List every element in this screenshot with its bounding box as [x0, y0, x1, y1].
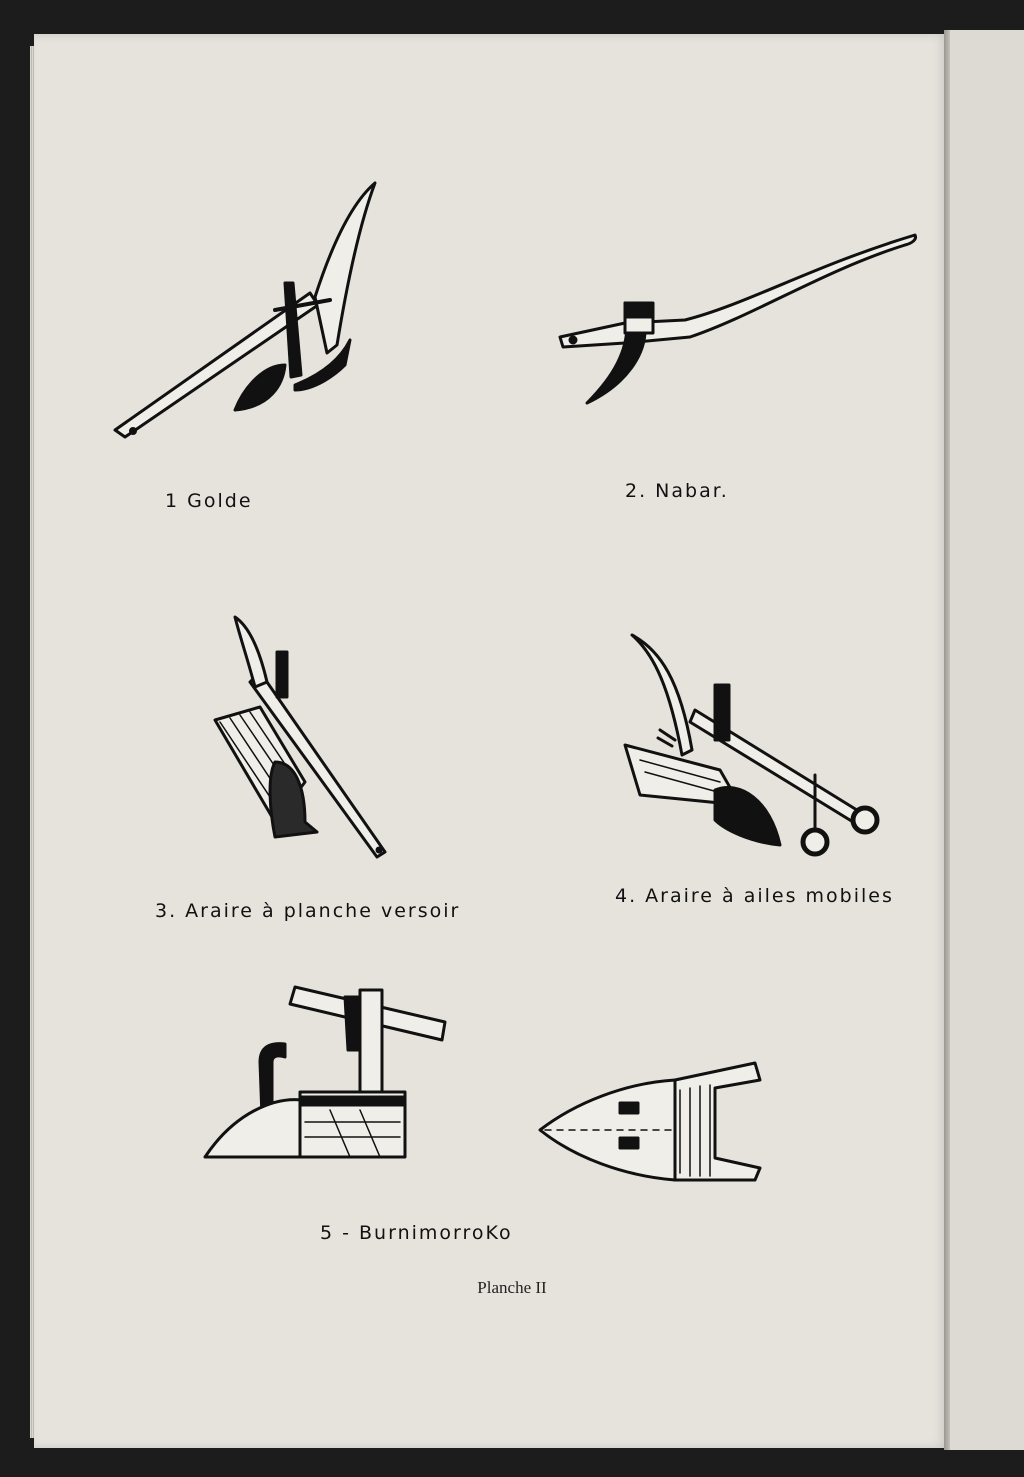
araire-ailes-drawing	[620, 630, 890, 870]
araire-planche-drawing	[205, 612, 395, 862]
burnimorroko-top-drawing	[535, 1058, 765, 1183]
nabar-drawing	[555, 225, 920, 410]
figure-caption-araire-ailes: 4. Araire à ailes mobiles	[615, 885, 894, 907]
figure-caption-burnimorroko: 5 - BurnimorroKo	[320, 1222, 513, 1244]
golde-drawing	[105, 175, 385, 450]
facing-page-edge	[950, 30, 1024, 1450]
burnimorroko-side-drawing	[200, 982, 450, 1162]
figure-caption-nabar: 2. Nabar.	[625, 480, 729, 502]
plate-label: Planche II	[477, 1278, 547, 1297]
figure-caption-golde: 1 Golde	[165, 490, 253, 512]
figure-caption-araire-planche: 3. Araire à planche versoir	[155, 900, 461, 922]
